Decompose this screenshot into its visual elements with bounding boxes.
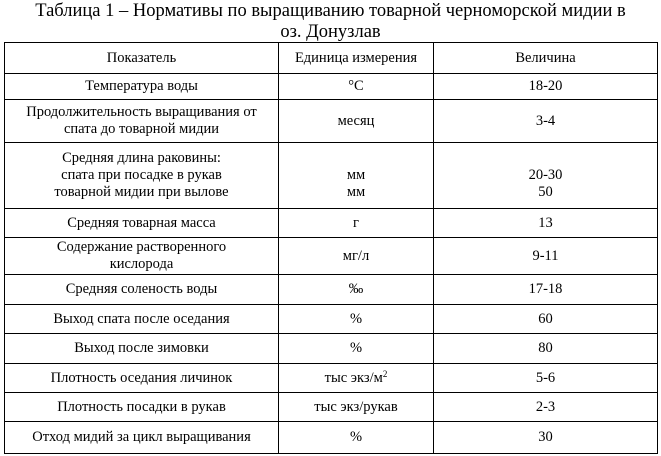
indicator-line: товарной мидии при вылове [54, 184, 229, 200]
value-cell: 5-6 [434, 364, 658, 393]
unit-cell: % [279, 305, 434, 334]
caption-line-2: оз. Донузлав [280, 22, 381, 42]
unit-cell: % [279, 334, 434, 364]
value-cell: 30 [434, 422, 658, 454]
value-cell: 2-3 [434, 393, 658, 422]
unit-cell: мг/л [279, 238, 434, 275]
indicator-cell: Плотность посадки в рукав [5, 393, 279, 422]
indicator-cell: Выход после зимовки [5, 334, 279, 364]
unit-cell: тыс экз/рукав [279, 393, 434, 422]
indicator-cell: Плотность оседания личинок [5, 364, 279, 393]
indicator-cell [5, 100, 279, 143]
indicator-line: кислорода [109, 256, 174, 272]
indicator-line: Продолжительность выращивания от [26, 104, 257, 120]
value-cell: 60 [434, 305, 658, 334]
indicator-cell: Температура воды [5, 74, 279, 100]
table-row [5, 334, 658, 364]
unit-cell: г [279, 209, 434, 238]
unit-superscript: 2 [382, 368, 388, 379]
value-line: 20-30 [528, 167, 563, 183]
indicator-cell: Средняя товарная масса [5, 209, 279, 238]
table-row [5, 238, 658, 275]
indicator-line: спата до товарной мидии [63, 121, 220, 137]
unit-line: мм [346, 184, 366, 200]
value-cell: 13 [434, 209, 658, 238]
indicator-cell [5, 238, 279, 275]
indicator-cell: Отход мидий за цикл выращивания [5, 422, 279, 454]
caption-line-1: Таблица 1 – Нормативы по выращиванию товарной черноморской мидии в [35, 1, 626, 21]
table-row [5, 100, 658, 143]
value-cell: 80 [434, 334, 658, 364]
value-cell: 3-4 [434, 100, 658, 143]
table-row [5, 143, 658, 209]
indicator-cell [5, 143, 279, 209]
indicator-cell: Средняя соленость воды [5, 275, 279, 305]
value-cell [434, 143, 658, 209]
table-row [5, 74, 658, 100]
table-row [5, 209, 658, 238]
value-cell: 18-20 [434, 74, 658, 100]
value-line: 50 [538, 184, 553, 200]
header-value: Величина [434, 43, 658, 74]
table-row [5, 422, 658, 454]
unit-cell [279, 364, 434, 393]
table-row [5, 393, 658, 422]
value-cell: 9-11 [434, 238, 658, 275]
header-unit: Единица измерения [279, 43, 434, 74]
table-caption [0, 0, 661, 42]
table-row [5, 364, 658, 393]
table-header-row [5, 43, 658, 74]
table-row [5, 275, 658, 305]
table-row [5, 305, 658, 334]
unit-cell: % [279, 422, 434, 454]
norms-table [4, 42, 658, 454]
unit-cell: °C [279, 74, 434, 100]
unit-text: тыс экз/м [324, 369, 383, 386]
unit-line: мм [346, 167, 366, 183]
indicator-line: спата при посадке в рукав [61, 167, 222, 183]
indicator-line: Содержание растворенного [56, 239, 227, 255]
unit-cell [279, 143, 434, 209]
indicator-cell: Выход спата после оседания [5, 305, 279, 334]
unit-cell: ‰ [279, 275, 434, 305]
indicator-line: Средняя длина раковины: [62, 150, 221, 166]
unit-cell: месяц [279, 100, 434, 143]
header-indicator: Показатель [5, 43, 279, 74]
value-cell: 17-18 [434, 275, 658, 305]
